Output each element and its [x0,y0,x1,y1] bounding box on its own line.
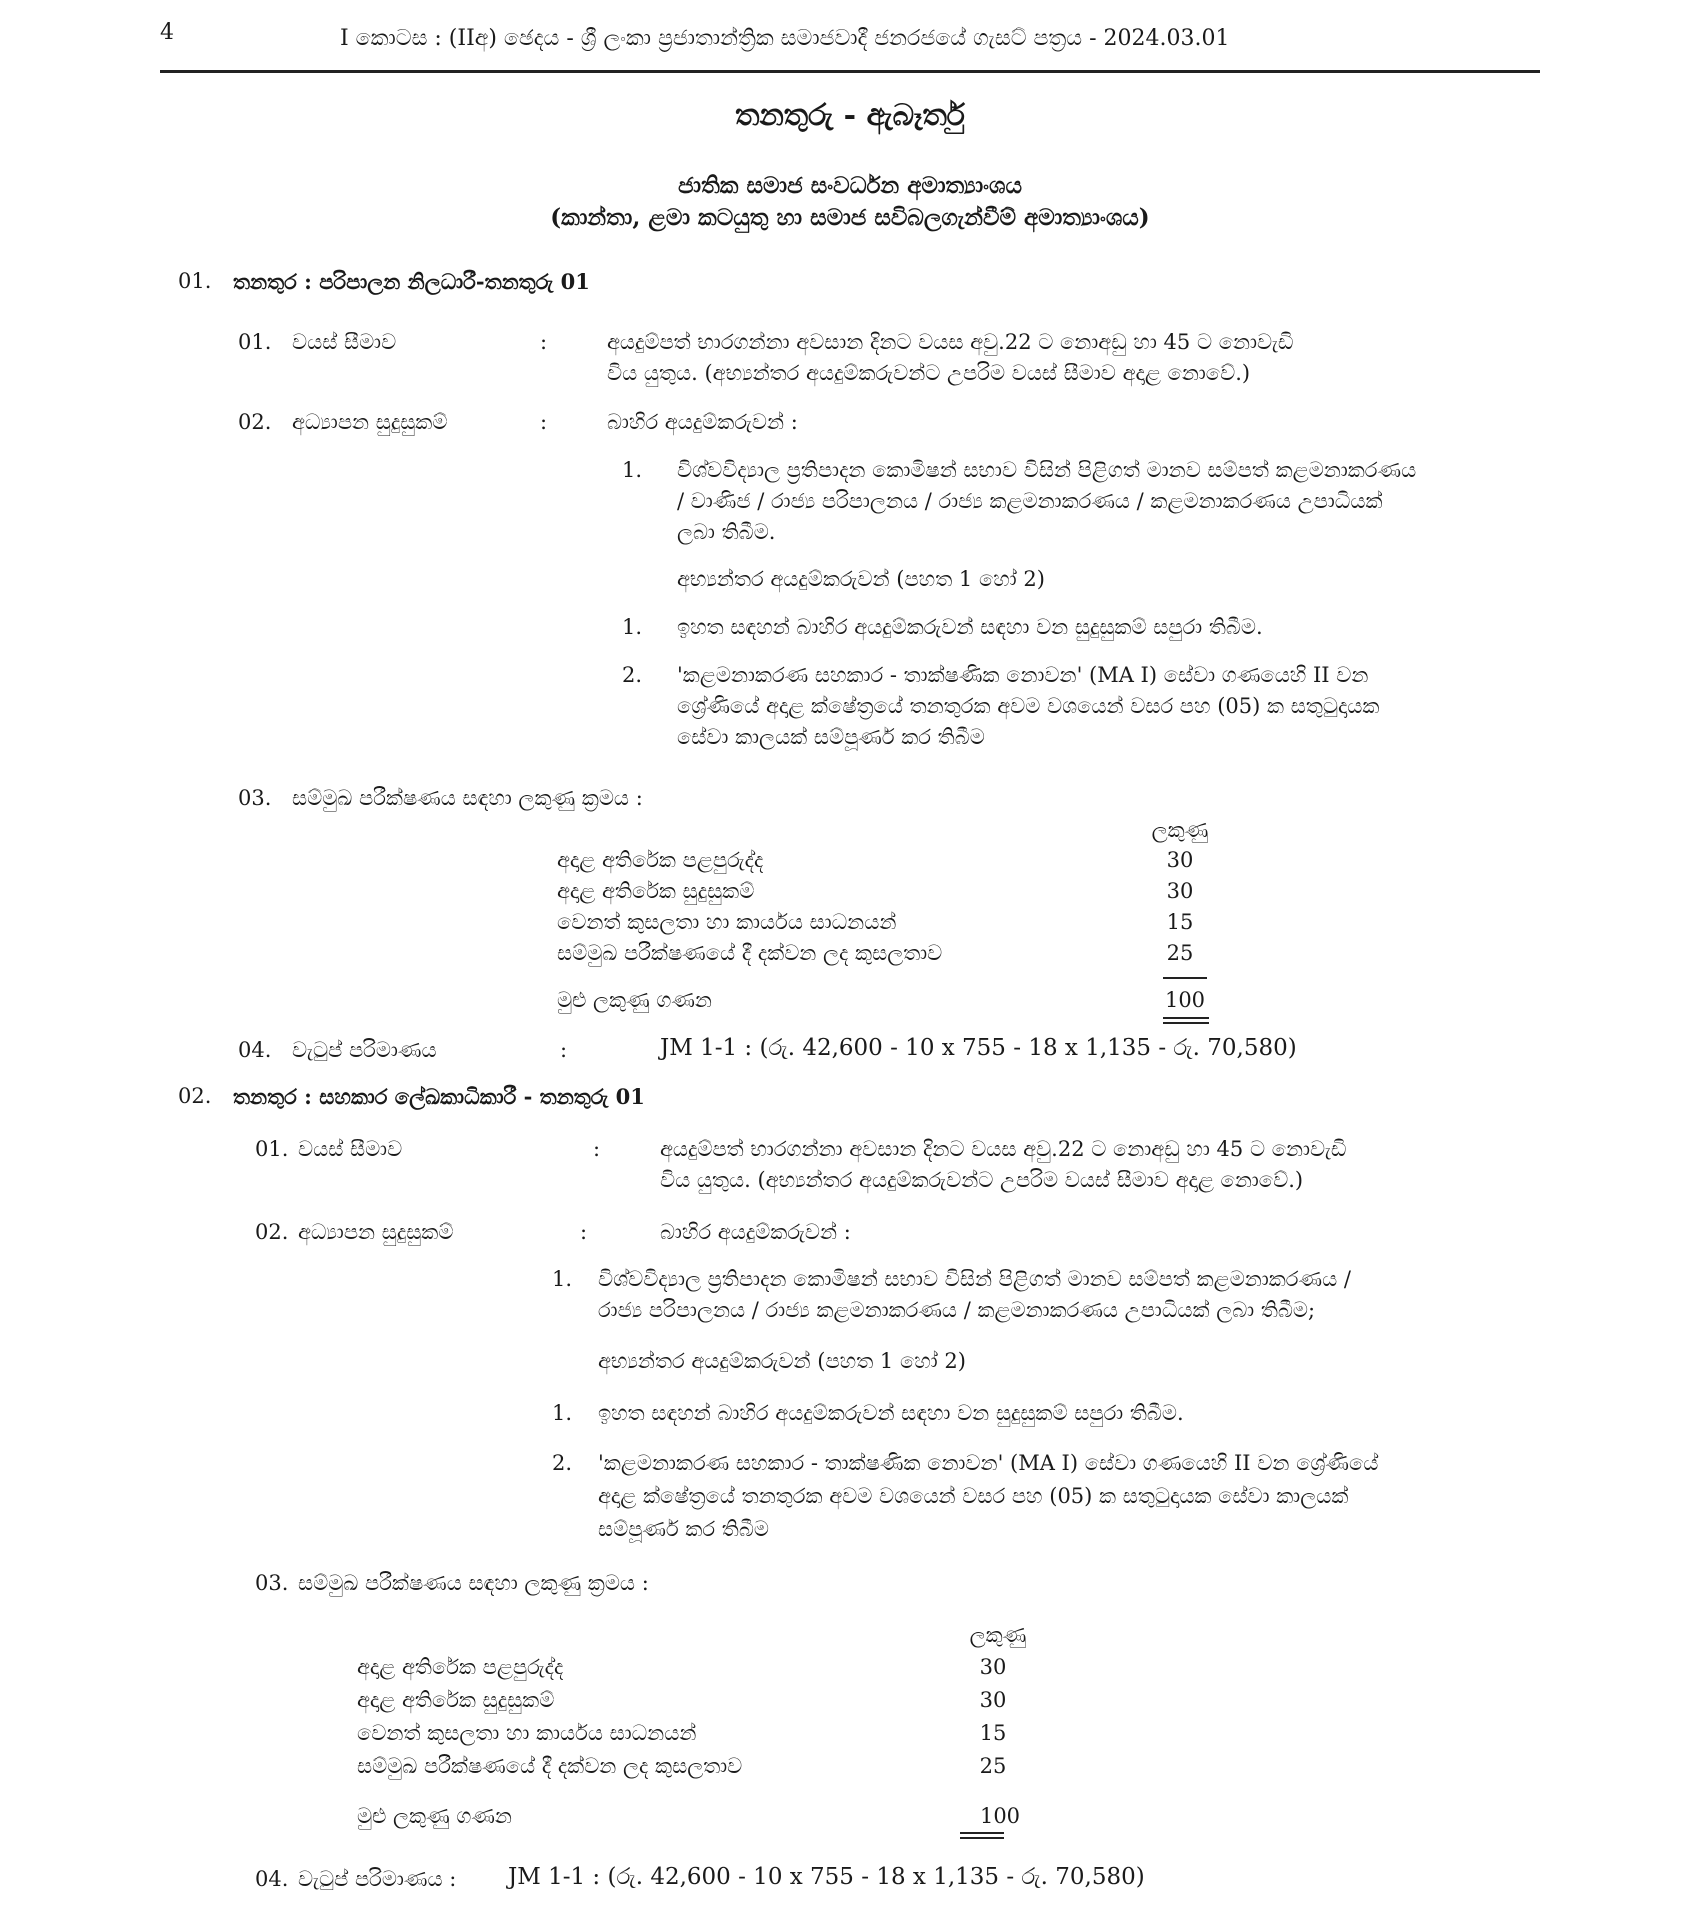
s1-ext1-line-3: ලබා තිබීම. [677,520,776,544]
s2-mark-row-value: 30 [979,1655,1007,1679]
s1-salary-value: JM 1-1 : (රු. 42,600 - 10 x 755 - 18 x 1,135 - රු. 70,580) [660,1035,1297,1061]
s1-int1-number: 1. [622,615,643,639]
s2-age-colon: : [593,1137,601,1161]
s1-age-colon: : [540,330,548,354]
s1-edu-label: අධ්‍යාපන සුදුසුකම් [292,410,448,434]
s2-mark-row-label: අදාළ අතිරේක සුදුසුකම් [357,1688,555,1712]
s1-age-line-1: අයදුම්පත් භාරගන්නා අවසාන දිනට වයස අවු.22 ට නොඅඩු හා 45 ට නොවැඩි [607,330,1294,354]
s2-int2-line-1: 'කළමනාකරණ සහකාර - තාක්ෂණික නොවන' (MA I) සේවා ගණයෙහි II වන ශ්‍රේණියේ [598,1451,1379,1475]
s1-external-heading: බාහිර අයදුම්කරුවන් : [607,410,798,434]
ministry-line-1: ජාතික සමාජ සංවර්ධන අමාත්‍යාංශය [677,172,1023,199]
s1-total-value: 100 [1164,988,1206,1012]
s2-ext1-line-1: විශ්වවිද්‍යාල ප්‍රතිපාදන කොමිෂන් සභාව විසින් පිළිගත් මානව සම්පත් කළමනාකරණය / [598,1267,1351,1291]
s1-int2-line-2: ශ්‍රේණියේ අදාළ ක්ෂේත්‍රයේ තනතුරක අවම වශයෙන් වසර පහ (05) ක සතුටුදායක [677,694,1380,718]
header-rule [160,70,1540,73]
s2-salary-value: JM 1-1 : (රු. 42,600 - 10 x 755 - 18 x 1,135 - රු. 70,580) [508,1864,1145,1890]
s1-ext1-number: 1. [622,458,643,482]
s2-mark-row-label: වෙනත් කුසලතා හා කාර්යය සාධනයන් [357,1721,697,1745]
s2-int2-number: 2. [552,1451,573,1475]
s1-salary-number: 04. [238,1038,272,1062]
s2-age-number: 01. [255,1137,289,1161]
s1-edu-colon: : [540,410,548,434]
s2-mark-row-label: අදාළ අතිරේක පළපුරුද්ද [357,1655,564,1679]
s1-total-rule-bottom-2 [1163,1022,1209,1024]
s1-mark-row-label: වෙනත් කුසලතා හා කාර්යය සාධනයන් [557,910,897,934]
s2-ext1-number: 1. [552,1267,573,1291]
s2-int1-text: ඉහත සඳහන් බාහිර අයදුම්කරුවන් සඳහා වන සුදුසුකම් සපුරා තිබීම. [598,1401,1184,1425]
s2-ext1-line-2: රාජ්‍ය පරිපාලනය / රාජ්‍ය කළමනාකරණය / කළමනාකරණය උපාධියක් ලබා තිබීම; [598,1298,1316,1322]
s1-int2-number: 2. [622,663,643,687]
s1-marks-label: සම්මුඛ පරීක්ෂණය සඳහා ලකුණු ක්‍රමය : [292,786,643,810]
s1-salary-colon: : [560,1038,568,1062]
s1-ext1-line-2: / වාණිජ / රාජ්‍ය පරිපාලනය / රාජ්‍ය කළමනාකරණය / කළමනාකරණය උපාධියක් [677,489,1383,513]
s2-total-value: 100 [979,1804,1021,1828]
s2-int1-number: 1. [552,1401,573,1425]
s2-age-label: වයස් සීමාව [298,1137,403,1161]
s1-mark-row-value: 30 [1166,848,1194,872]
gazette-header-title: I කොටස : (IIඅ) ඡෙදය - ශ්‍රී ලංකා ප්‍රජාතාන්ත්‍රික සමාජවාදී ජනරජයේ ගැසට් පත්‍රය - 2024.03.01 [340,26,1230,51]
section2-title: තනතුර : සහකාර ලේඛකාධිකාරී - තනතුරු 01 [233,1084,645,1109]
s1-total-rule-bottom-1 [1163,1017,1209,1019]
s2-mark-row-label: සම්මුඛ පරීක්ෂණයේ දී දක්වන ලද කුසලතාව [357,1754,743,1778]
s1-age-line-2: විය යුතුය. (අභ්‍යන්තර අයදුම්කරුවන්ට උපරිම වයස් සීමාව අදාළ නොවේ.) [607,361,1251,385]
document-title: තනතුරු - ඇබෑර්තු [735,98,965,133]
s1-int2-line-3: සේවා කාලයක් සම්පූර්ණ කර තිබීම [677,725,985,749]
s2-total-label: මුළු ලකුණු ගණන [357,1804,512,1828]
s1-edu-number: 02. [238,410,272,434]
s2-total-rule-bottom-2 [960,1837,1004,1839]
s1-mark-row-value: 30 [1166,879,1194,903]
s2-mark-row-value: 25 [979,1754,1007,1778]
s2-total-rule-bottom-1 [960,1832,1004,1834]
s2-marks-column-header: ලකුණු [969,1623,1027,1647]
s2-salary-label: වැටුප් පරිමාණය : [298,1867,457,1891]
s1-marks-number: 03. [238,786,272,810]
s1-salary-label: වැටුප් පරිමාණය [292,1038,437,1062]
s1-total-rule-top [1163,977,1207,979]
s1-internal-heading: අභ්‍යන්තර අයදුම්කරුවන් (පහත 1 හෝ 2) [677,567,1045,591]
s2-external-heading: බාහිර අයදුම්කරුවන් : [660,1220,851,1244]
s2-internal-heading: අභ්‍යන්තර අයදුම්කරුවන් (පහත 1 හෝ 2) [598,1349,966,1373]
s1-total-label: මුළු ලකුණු ගණන [557,988,712,1012]
s2-int2-line-3: සම්පූර්ණ කර තිබීම [598,1517,769,1541]
s1-ext1-line-1: විශ්වවිද්‍යාල ප්‍රතිපාදන කොමිෂන් සභාව විසින් පිළිගත් මානව සම්පත් කළමනාකරණය [677,458,1417,482]
s1-int1-text: ඉහත සඳහන් බාහිර අයදුම්කරුවන් සඳහා වන සුදුසුකම් සපුරා තිබීම. [677,615,1263,639]
s1-mark-row-value: 25 [1166,941,1194,965]
s2-edu-label: අධ්‍යාපන සුදුසුකම් [298,1220,454,1244]
ministry-line-2: (කාන්තා, ළමා කටයුතු හා සමාජ සවිබලගැන්වීම් අමාත්‍යාංශය) [550,204,1150,231]
s1-marks-column-header: ලකුණු [1151,818,1209,842]
section1-number: 01. [178,269,212,293]
s2-age-line-1: අයදුම්පත් භාරගන්නා අවසාන දිනට වයස අවු.22 ට නොඅඩු හා 45 ට නොවැඩි [660,1137,1347,1161]
s2-mark-row-value: 30 [979,1688,1007,1712]
s1-int2-line-1: 'කළමනාකරණ සහකාර - තාක්ෂණික නොවන' (MA I) සේවා ගණයෙහි II වන [677,663,1369,687]
s2-salary-number: 04. [255,1867,289,1891]
s2-edu-colon: : [580,1220,588,1244]
s1-age-number: 01. [238,330,272,354]
s1-mark-row-label: අදාළ අතිරේක සුදුසුකම් [557,879,755,903]
s2-age-line-2: විය යුතුය. (අභ්‍යන්තර අයදුම්කරුවන්ට උපරිම වයස් සීමාව අදාළ නොවේ.) [660,1168,1304,1192]
s1-mark-row-value: 15 [1166,910,1194,934]
section2-number: 02. [178,1084,212,1108]
s2-mark-row-value: 15 [979,1721,1007,1745]
s2-int2-line-2: අදාළ ක්ෂේත්‍රයේ තනතුරක අවම වශයෙන් වසර පහ (05) ක සතුටුදායක සේවා කාලයක් [598,1484,1349,1508]
page-number: 4 [160,20,174,45]
s1-mark-row-label: සම්මුඛ පරීක්ෂණයේ දී දක්වන ලද කුසලතාව [557,941,943,965]
s2-edu-number: 02. [255,1220,289,1244]
s1-age-label: වයස් සීමාව [292,330,397,354]
s1-mark-row-label: අදාළ අතිරේක පළපුරුද්ද [557,848,764,872]
s2-marks-number: 03. [255,1571,289,1595]
section1-title: තනතුර : පරිපාලන නිලධාරී-තනතුරු 01 [233,269,590,294]
s2-marks-label: සම්මුඛ පරීක්ෂණය සඳහා ලකුණු ක්‍රමය : [298,1571,649,1595]
